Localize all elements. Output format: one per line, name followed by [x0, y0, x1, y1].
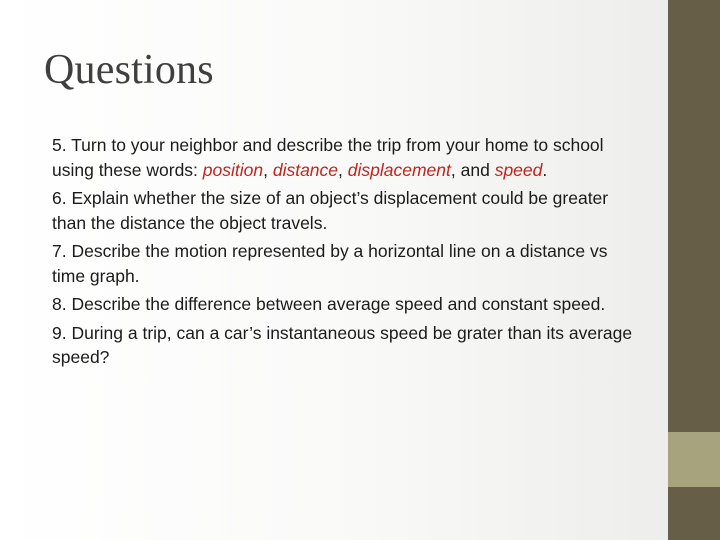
sidebar-bar-dark-top — [668, 0, 720, 432]
question-7: 7. Describe the motion represented by a horizontal line on a distance vs time graph. — [52, 241, 608, 286]
question-5 — [52, 133, 637, 182]
question-9: 9. During a trip, can a car’s instantaneous speed be grater than its average speed? — [52, 322, 633, 367]
keyword-displacement: displacement — [347, 159, 451, 180]
sidebar-bar-dark-bottom — [668, 487, 720, 540]
question-8: 8. Describe the difference between average speed and constant speed. — [52, 294, 606, 314]
keyword-position: position — [202, 159, 264, 180]
keyword-separator: , and — [450, 159, 495, 180]
question-5-intro: 5. Turn to your neighbor and describe the trip from your home to school using these words: — [52, 135, 604, 180]
keyword-separator: , — [263, 159, 273, 180]
keyword-separator: , — [338, 159, 348, 180]
slide-title: Questions — [44, 47, 214, 93]
question-6: 6. Explain whether the size of an object’s displacement could be greater than the distance the object travels. — [52, 188, 609, 233]
questions-list — [52, 133, 637, 374]
keyword-speed: speed — [494, 159, 543, 180]
question-5-end: . — [542, 159, 548, 180]
sidebar-bar-accent — [668, 432, 720, 487]
keyword-distance: distance — [272, 159, 339, 180]
